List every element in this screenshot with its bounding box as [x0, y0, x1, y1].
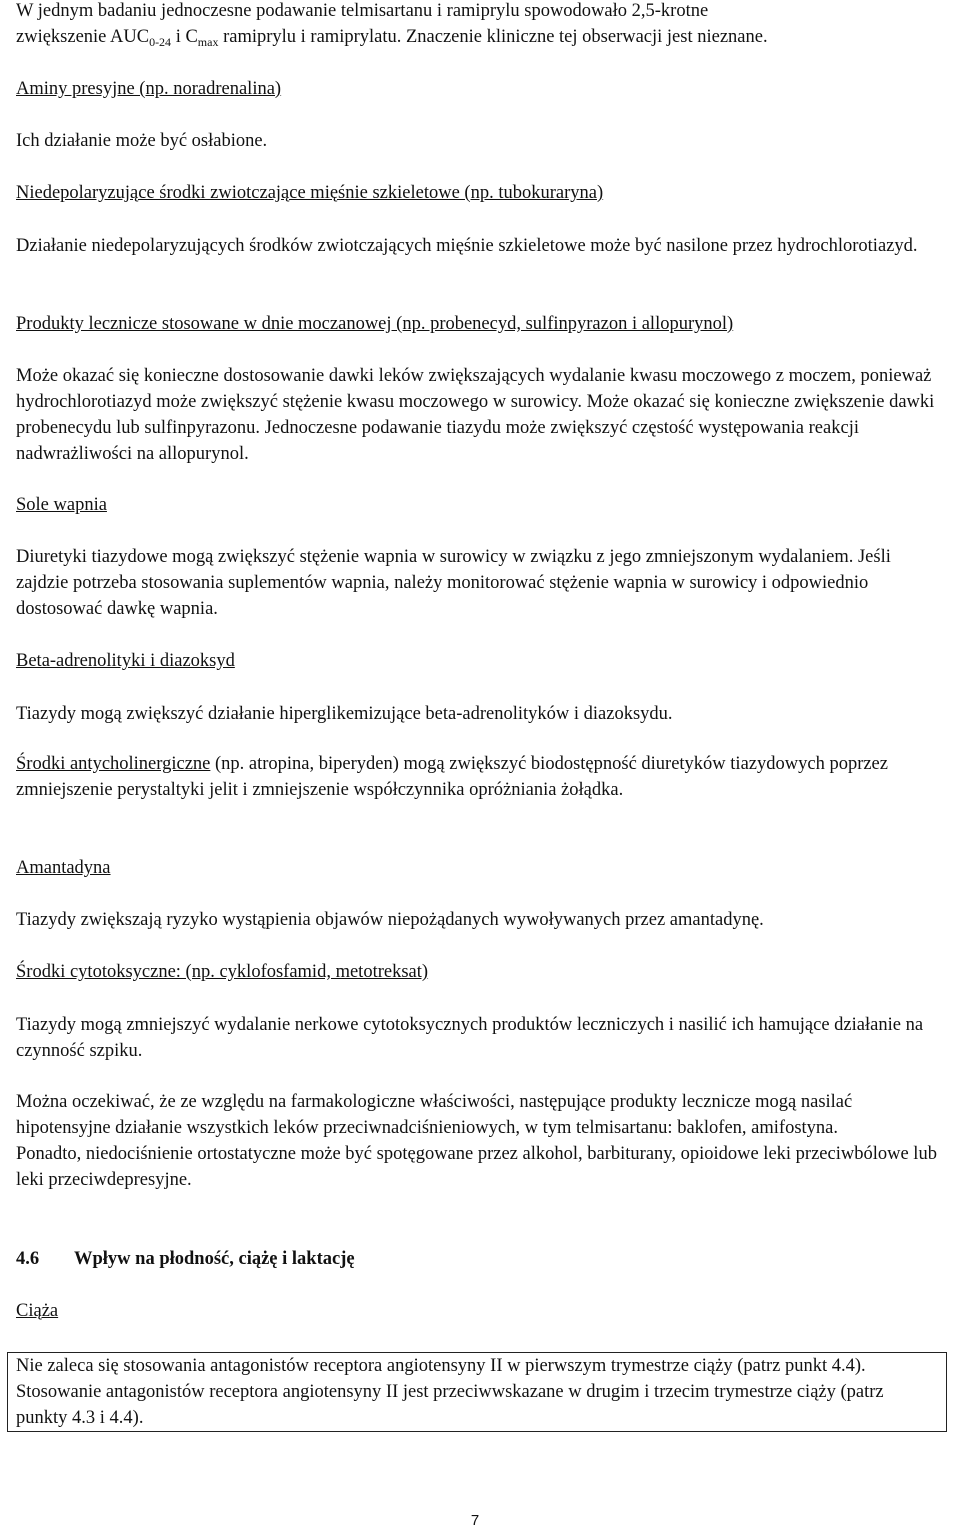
intro-line-2b: i C: [171, 27, 198, 47]
intro-line-1: W jednym badaniu jednoczesne podawanie telmisartanu i ramiprylu spowodowało 2,5-krotne: [16, 1, 709, 21]
anticholinergic-paragraph: [16, 751, 946, 803]
amantadine-heading: Amantadyna: [16, 858, 111, 878]
intro-line-2c: ramiprylu i ramiprylatu. Znaczenie kliniczne tej obserwacji jest nieznane.: [218, 27, 768, 47]
section-4-6-heading: [16, 1246, 946, 1272]
section-number: 4.6: [16, 1249, 40, 1269]
gout-heading: Produkty lecznicze stosowane w dnie moczanowej (np. probenecyd, sulfinpyrazon i allopurynol): [16, 314, 734, 334]
beta-blockers-body: Tiazydy mogą zwiększyć działanie hiperglikemizujące beta-adrenolityków i diazoksydu.: [16, 704, 673, 724]
cytotoxic-body: Tiazydy mogą zmniejszyć wydalanie nerkowe cytotoksycznych produktów leczniczych i nasilić ich hamujące działanie na czynność szpiku.: [16, 1015, 924, 1061]
pressor-amines-heading: Aminy presyjne (np. noradrenalina): [16, 79, 282, 99]
auc-subscript: 0-24: [149, 35, 172, 49]
pregnancy-warning-text: Nie zaleca się stosowania antagonistów receptora angiotensyny II w pierwszym trymestrze ciąży (patrz punkt 4.4). Stosowanie antagonistów receptora angiotensyny II jest przeciwwskazane w drugim i trzecim trymestrze ciąży (patrz punkty 4.3 i 4.4).: [16, 1356, 884, 1428]
pressor-amines-body: Ich działanie może być osłabione.: [16, 131, 268, 151]
anticholinergic-body: (np. atropina, biperyden) mogą zwiększyć biodostępność diuretyków tiazydowych poprzez zmniejszenie perystaltyki jelit i zmniejszenie współczynnika opróżniania żołądka.: [16, 754, 888, 800]
calcium-body: Diuretyki tiazydowe mogą zwiększyć stężenie wapnia w surowicy w związku z jego zmniejszonym wydalaniem. Jeśli zajdzie potrzeba stosowania suplementów wapnia, należy monitorować stężenie wapnia w surowicy i odpowiednio dostosować dawkę wapnia.: [16, 547, 891, 619]
nondepolarizing-heading: Niedepolaryzujące środki zwiotczające mięśnie szkieletowe (np. tubokuraryna): [16, 183, 604, 203]
pregnancy-warning-box: [7, 1352, 947, 1432]
intro-paragraph: [16, 0, 946, 50]
hypotension-body-1: Można oczekiwać, że ze względu na farmakologiczne właściwości, następujące produkty lecznicze mogą nasilać hipotensyjne działanie wszystkich leków przeciwnadciśnieniowych, w tym telmisartanu: baklofen, amifostyna.: [16, 1092, 853, 1138]
gout-body: Może okazać się konieczne dostosowanie dawki leków zwiększających wydalanie kwasu moczowego z moczem, ponieważ hydrochlorotiazyd może zwiększyć stężenie kwasu moczowego w surowicy. Może okazać się konieczne zwiększenie dawki probenecydu lub sulfinpyrazonu. Jednoczesne podawanie tiazydu może zwiększyć częstość występowania reakcji nadwrażliwości na allopurynol.: [16, 366, 935, 464]
amantadine-body: Tiazydy zwiększają ryzyko wystąpienia objawów niepożądanych wywoływanych przez amantadynę.: [16, 910, 764, 930]
pregnancy-heading: Ciąża: [16, 1301, 59, 1321]
intro-line-2a: zwiększenie AUC: [16, 27, 150, 47]
anticholinergic-heading: Środki antycholinergiczne: [16, 754, 211, 774]
hypotension-paragraph: [16, 1089, 946, 1193]
cmax-subscript: max: [197, 35, 219, 49]
section-title: Wpływ na płodność, ciążę i laktację: [74, 1249, 355, 1269]
calcium-heading: Sole wapnia: [16, 495, 107, 515]
beta-blockers-heading: Beta-adrenolityki i diazoksyd: [16, 651, 235, 671]
nondepolarizing-body: Działanie niedepolaryzujących środków zwiotczających mięśnie szkieletowe może być nasilone przez hydrochlorotiazyd.: [16, 236, 918, 256]
page-number: 7: [470, 1512, 480, 1529]
hypotension-body-2: Ponadto, niedociśnienie ortostatyczne może być spotęgowane przez alkohol, barbiturany, opioidowe leki przeciwbólowe lub leki przeciwdepresyjne.: [16, 1144, 937, 1190]
cytotoxic-heading: Środki cytotoksyczne: (np. cyklofosfamid, metotreksat): [16, 962, 429, 982]
